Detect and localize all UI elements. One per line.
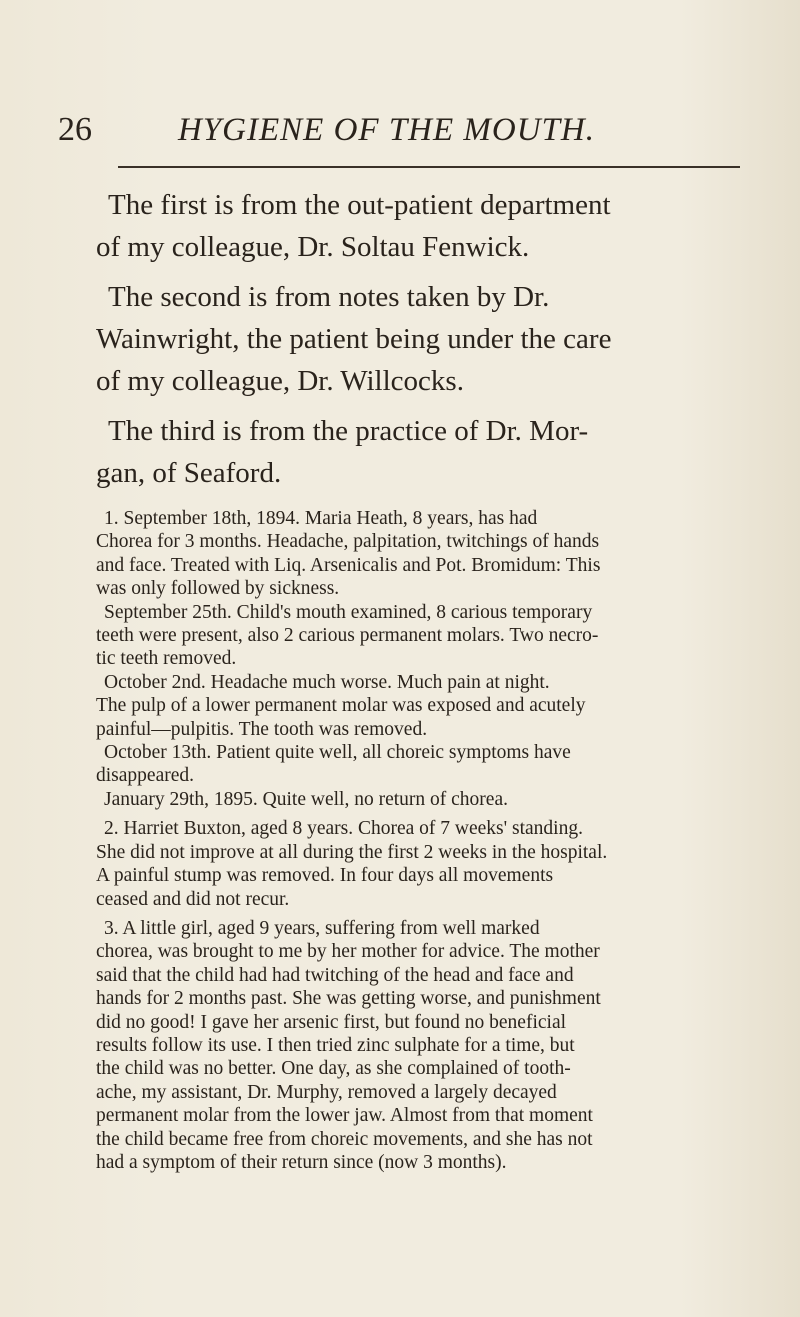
text-line: hands for 2 months past. She was getting worse, and punishment xyxy=(96,988,601,1010)
text-line: 3. A little girl, aged 9 years, suffering from well marked xyxy=(104,917,540,939)
text-line: gan, of Seaford. xyxy=(96,457,282,489)
text-line: did no good! I gave her arsenic first, but found no beneficial xyxy=(96,1011,567,1033)
text-line: ceased and did not recur. xyxy=(96,888,290,910)
case-paragraph xyxy=(96,671,736,741)
running-title: HYGIENE OF THE MOUTH. xyxy=(178,112,595,148)
intro-paragraph xyxy=(96,410,736,494)
text-line: disappeared. xyxy=(96,765,194,787)
text-line: said that the child had had twitching of the head and face and xyxy=(96,964,574,986)
text-line: The second is from notes taken by Dr. xyxy=(108,281,550,313)
text-line: She did not improve at all during the first 2 weeks in the hospital. xyxy=(96,841,608,863)
text-line: had a symptom of their return since (now 3 months). xyxy=(96,1151,507,1173)
intro-paragraph xyxy=(96,276,736,402)
text-line: was only followed by sickness. xyxy=(96,578,340,600)
text-line: The third is from the practice of Dr. Mor- xyxy=(108,415,589,447)
text-line: Chorea for 3 months. Headache, palpitation, twitchings of hands xyxy=(96,531,600,553)
page-number: 26 xyxy=(58,111,92,148)
text-line: tic teeth removed. xyxy=(96,648,237,670)
text-line: ache, my assistant, Dr. Murphy, removed a largely decayed xyxy=(96,1081,557,1103)
text-line: results follow its use. I then tried zinc sulphate for a time, but xyxy=(96,1034,575,1056)
page-header xyxy=(0,108,800,152)
intro-paragraph xyxy=(96,184,736,268)
text-line: chorea, was brought to me by her mother for advice. The mother xyxy=(96,941,600,963)
text-line: The first is from the out-patient department xyxy=(108,189,611,221)
case-notes-section xyxy=(96,507,736,1174)
text-line: of my colleague, Dr. Soltau Fenwick. xyxy=(96,231,530,263)
case-paragraph xyxy=(96,507,736,601)
text-line: teeth were present, also 2 carious permanent molars. Two necro- xyxy=(96,625,599,647)
text-line: The pulp of a lower permanent molar was exposed and acutely xyxy=(96,695,586,717)
text-line: painful—pulpitis. The tooth was removed. xyxy=(96,718,428,740)
text-line: the child was no better. One day, as she complained of tooth- xyxy=(96,1058,571,1080)
text-line: October 13th. Patient quite well, all choreic symptoms have xyxy=(104,742,571,764)
text-line: permanent molar from the lower jaw. Almost from that moment xyxy=(96,1105,593,1127)
body-text xyxy=(96,184,736,1174)
case-paragraph xyxy=(96,601,736,671)
text-line: and face. Treated with Liq. Arsenicalis and Pot. Bromidum: This xyxy=(96,554,601,576)
text-line: A painful stump was removed. In four days all movements xyxy=(96,865,554,887)
case-paragraph xyxy=(96,741,736,788)
case-paragraph xyxy=(96,817,736,911)
text-line: January 29th, 1895. Quite well, no return of chorea. xyxy=(104,788,508,810)
text-line: 2. Harriet Buxton, aged 8 years. Chorea of 7 weeks' standing. xyxy=(104,818,583,840)
text-line: of my colleague, Dr. Willcocks. xyxy=(96,365,464,397)
text-line: 1. September 18th, 1894. Maria Heath, 8 years, has had xyxy=(104,508,538,529)
text-line: September 25th. Child's mouth examined, 8 carious temporary xyxy=(104,601,593,623)
text-line: Wainwright, the patient being under the care xyxy=(96,323,612,355)
text-line: October 2nd. Headache much worse. Much pain at night. xyxy=(104,671,550,693)
header-rule xyxy=(118,166,740,168)
intro-section xyxy=(96,184,736,494)
text-line: the child became free from choreic movements, and she has not xyxy=(96,1128,593,1150)
case-paragraph xyxy=(96,788,736,811)
case-paragraph xyxy=(96,917,736,1174)
